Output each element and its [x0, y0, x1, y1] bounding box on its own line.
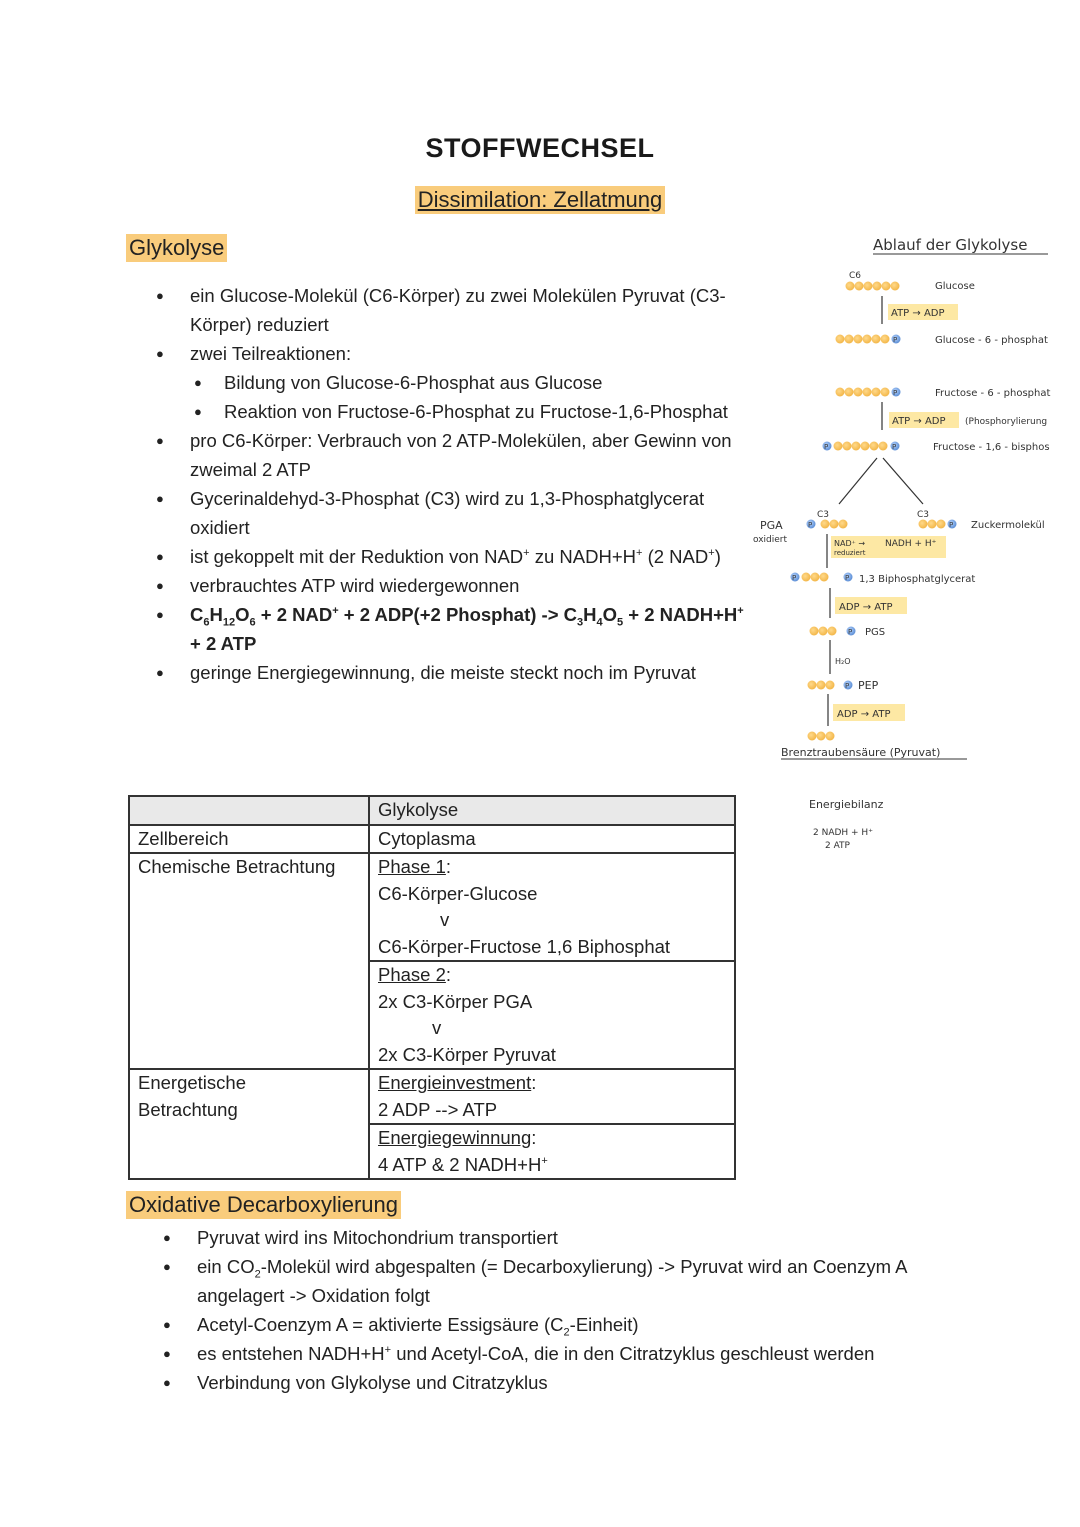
bullet-text: Verbindung von Glykolyse und Citratzyklus [197, 1372, 548, 1393]
bullet-text: geringe Energiegewinnung, die meiste steckt noch im Pyruvat [190, 662, 696, 683]
phosphate-label: P [949, 521, 954, 529]
diagram-bilanz-2: 2 ATP [825, 841, 850, 851]
bullet-text: ein CO [197, 1256, 255, 1277]
diagram-bilanz: Energiebilanz [809, 798, 884, 811]
table-cell [129, 1069, 369, 1179]
bullet-text: ein Glucose-Molekül (C6-Körper) zu zwei Molekülen Pyruvat (C3-Körper) reduziert [190, 285, 726, 335]
bullet-text: Acetyl-Coenzym A = aktivierte Essigsäure (C [197, 1314, 564, 1335]
diagram-glucose: Glucose [935, 281, 975, 292]
diagram-f16: Fructose - 1,6 - bisphos [933, 442, 1050, 453]
diagram-bilanz-1: 2 NADH + H⁺ [813, 828, 873, 838]
pep-dots [808, 681, 835, 690]
sup-plus: + [523, 546, 530, 559]
phosphate-label: P [808, 521, 813, 529]
page-title: STOFFWECHSEL [425, 133, 655, 163]
diagram-atp-adp-1: ATP → ADP [891, 308, 945, 319]
table-row [129, 853, 735, 961]
phase1-b: C6-Körper-Fructose 1,6 Biphosphat [378, 935, 671, 957]
diagram-f6p: Fructose - 6 - phosphat [935, 388, 1051, 399]
diagram-title: Ablauf der Glykolyse [873, 236, 1028, 254]
phosphate-label: P [848, 628, 853, 636]
c3-right-dots [919, 520, 946, 529]
glykolyse-heading: Glykolyse [126, 234, 227, 262]
diagram-oxidiert: oxidiert [753, 535, 788, 545]
phase1-v: v [440, 909, 450, 930]
invest-value: 2 ADP --> ATP [378, 1098, 498, 1120]
diagram-pgs: PGS [865, 627, 886, 638]
pgs-dots [810, 627, 837, 636]
phosphate-label: P [893, 336, 898, 344]
r3-label-2: Betrachtung [138, 1098, 238, 1120]
glykolyse-list [128, 281, 748, 687]
diagram-c6: C6 [849, 271, 862, 281]
diagram-pep: PEP [858, 679, 879, 692]
table-cell: Zellbereich [129, 825, 369, 854]
c3-left-dots [821, 520, 848, 529]
subtitle-wrap [0, 186, 1080, 214]
list-item [135, 1368, 955, 1397]
bullet-text: und Acetyl-CoA, die in den Citratzyklus geschleust werden [391, 1343, 875, 1364]
bullet-text: ) [714, 546, 721, 567]
bullet-text: Bildung von Glucose-6-Phosphat aus Glucose [224, 372, 603, 393]
phosphate-label: P [845, 682, 850, 690]
oxdec-heading-wrap [126, 1191, 401, 1219]
oxdec-list [135, 1223, 955, 1397]
diagram-phosphoryl: (Phosphorylierung [965, 417, 1048, 427]
sup-plus: + [384, 1343, 392, 1356]
list-item [135, 1252, 955, 1310]
f6p-dots [836, 388, 890, 397]
phosphate-label: P [892, 443, 897, 451]
table-row [129, 1069, 735, 1124]
diagram-nadh: NADH + H⁺ [885, 539, 937, 549]
table-row [129, 825, 735, 854]
list-item [128, 658, 748, 687]
diagram-g6p: Glucose - 6 - phosphat [935, 335, 1048, 346]
glykolyse-heading-wrap [126, 234, 227, 262]
list-item [128, 542, 748, 571]
sup-plus: + [708, 546, 715, 559]
bullet-text: es entstehen NADH+H [197, 1343, 385, 1364]
table-cell: Chemische Betrachtung [129, 853, 369, 1069]
phosphate-label: P [893, 389, 898, 397]
list-item [128, 368, 748, 397]
table-row [129, 796, 735, 825]
list-item [128, 339, 748, 368]
table-header-cell: Glykolyse [369, 796, 735, 825]
bullet-text: -Molekül wird abgespalten (= Decarboxylierung) -> Pyruvat wird an Coenzym A angelagert -> Oxidation folgt [197, 1256, 907, 1306]
bullet-text: pro C6-Körper: Verbrauch von 2 ATP-Molekülen, aber Gewinn von zweimal 2 ATP [190, 430, 732, 480]
bullet-text: Reaktion von Fructose-6-Phosphat zu Fructose-1,6-Phosphat [224, 401, 728, 422]
diagram-c3-left: C3 [817, 510, 830, 520]
glycolysis-diagram [745, 228, 1075, 858]
bullet-text: zwei Teilreaktionen: [190, 343, 352, 364]
phase1-label: Phase 1 [378, 856, 446, 877]
sup-plus: + [541, 1154, 548, 1167]
page-subtitle: Dissimilation: Zellatmung [415, 186, 666, 214]
diagram-nad: NAD⁺ → [834, 539, 866, 548]
f16-dots [834, 442, 888, 451]
diagram-brenz: Brenztraubensäure (Pyruvat) [781, 746, 941, 759]
split-line-left [839, 458, 877, 504]
diagram-pga: PGA [760, 519, 783, 532]
sub-2: 2 [563, 1326, 570, 1339]
gain-label: Energiegewinnung [378, 1127, 532, 1148]
diagram-atp-adp-2: ATP → ADP [892, 416, 946, 427]
diagram-adp-atp-2: ADP → ATP [837, 709, 891, 720]
list-item [128, 397, 748, 426]
sup-plus: + [636, 546, 643, 559]
bpg-dots [802, 573, 829, 582]
glykolyse-table-wrap [128, 795, 736, 1180]
diagram-bpg: 1,3 Biphosphatglycerat [859, 574, 976, 585]
phase2-a: 2x C3-Körper PGA [378, 990, 533, 1012]
diagram-zucker: Zuckermolekül [971, 520, 1045, 531]
list-item [135, 1339, 955, 1368]
bullet-text: Gycerinaldehyd-3-Phosphat (C3) wird zu 1,3-Phosphatglycerat oxidiert [190, 488, 705, 538]
table-cell: Phase 1: C6-Körper-Glucose v C6-Körper-Fructose 1,6 Biphosphat [369, 853, 735, 961]
phosphate-label: P [824, 443, 829, 451]
phosphate-label: P [845, 574, 850, 582]
invest-label: Energieinvestment [378, 1072, 532, 1093]
split-line-right [883, 458, 923, 504]
list-item [128, 426, 748, 484]
sub-2: 2 [254, 1268, 261, 1281]
diagram-h2o: H₂O [835, 657, 851, 666]
r3-label-1: Energetische [138, 1072, 246, 1093]
phase2-b: 2x C3-Körper Pyruvat [378, 1043, 556, 1065]
phase2-label: Phase 2 [378, 964, 446, 985]
phase1-a: C6-Körper-Glucose [378, 882, 538, 904]
table-cell: Energieinvestment: 2 ADP --> ATP [369, 1069, 735, 1124]
phosphate-label: P [792, 574, 797, 582]
glucose-dots [846, 282, 900, 291]
bullet-text: Pyruvat wird ins Mitochondrium transportiert [197, 1227, 558, 1248]
phase2-v: v [432, 1017, 442, 1038]
pyruvat-dots [808, 732, 835, 741]
bullet-text: (2 NAD [642, 546, 709, 567]
bullet-text: verbrauchtes ATP wird wiedergewonnen [190, 575, 520, 596]
oxdec-heading: Oxidative Decarboxylierung [126, 1191, 401, 1219]
bullet-text: zu NADH+H [529, 546, 637, 567]
bullet-text: ist gekoppelt mit der Reduktion von NAD [190, 546, 524, 567]
formula-item: ● $C_6H_{12}O_6 + 2$ NAD+ + 2 ADP(+2 Phosphat) -> $C_3H_4O_5 + 2$ NADH+H+ + 2 ATP [128, 600, 748, 658]
list-item [128, 571, 748, 600]
list-item [135, 1310, 955, 1339]
bullet-text: -Einheit) [569, 1314, 639, 1335]
gain-value: 4 ATP & 2 NADH+H [378, 1153, 542, 1175]
list-item [135, 1223, 955, 1252]
diagram-adp-atp-1: ADP → ATP [839, 602, 893, 613]
diagram-c3-right: C3 [917, 510, 930, 520]
list-item [128, 484, 748, 542]
glykolyse-table [128, 795, 736, 1180]
diagram-reduziert: reduziert [834, 549, 866, 557]
table-cell: Phase 2: 2x C3-Körper PGA v 2x C3-Körper Pyruvat [369, 961, 735, 1069]
list-item [128, 281, 748, 339]
table-cell: Energiegewinnung: 4 ATP & 2 NADH+H+ [369, 1124, 735, 1179]
table-cell [129, 796, 369, 825]
table-cell: Cytoplasma [369, 825, 735, 854]
g6p-dots [836, 335, 890, 344]
